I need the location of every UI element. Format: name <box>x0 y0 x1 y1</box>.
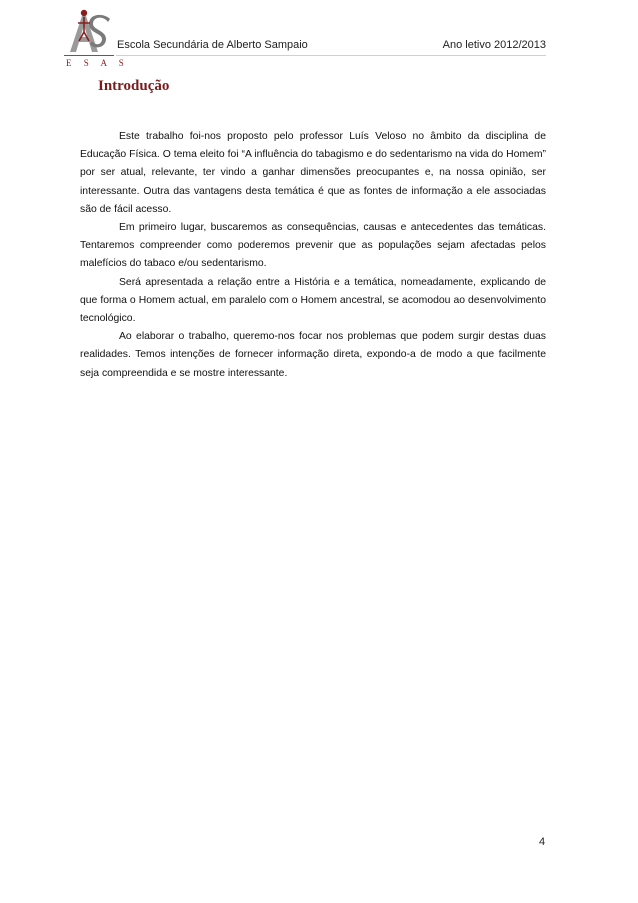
header-school-name: Escola Secundária de Alberto Sampaio <box>117 39 308 51</box>
header-school-year: Ano letivo 2012/2013 <box>442 39 546 51</box>
header-divider <box>116 55 546 56</box>
logo-letters: E S A S <box>66 58 129 68</box>
paragraph: Em primeiro lugar, buscaremos as consequências, causas e antecedentes das temáticas. Tentaremos compreender como poderemos prevenir que as populações sejam afectadas pelos malefícios do tabaco e/ou sedentarismo. <box>80 222 546 270</box>
school-logo-icon <box>64 8 112 56</box>
section-heading: Introdução <box>98 78 170 94</box>
paragraph: Ao elaborar o trabalho, queremo-nos focar nos problemas que podem surgir destas duas realidades. Temos intenções de fornecer informação direta, expondo-a de modo a que facilmente seja compreendida e se mostre interessante. <box>80 331 546 379</box>
body-text <box>80 128 546 383</box>
paragraph: Este trabalho foi-nos proposto pelo professor Luís Veloso no âmbito da disciplina de Educação Física. O tema eleito foi “A influência do tabagismo e do sedentarismo na vida do Homem” por ser atual, relevante, ter vindo a ganhar dimensões preocupantes e, na nossa opinião, ser interessante. Outra das vantagens desta temática é que as fontes de informação a ele associadas são de fácil acesso. <box>80 131 546 215</box>
paragraph: Será apresentada a relação entre a História e a temática, nomeadamente, explicando de que forma o Homem actual, em paralelo com o Homem ancestral, se acomodou ao desenvolvimento tecnológico. <box>80 276 546 325</box>
page-number: 4 <box>539 836 546 848</box>
logo-divider <box>64 55 114 56</box>
